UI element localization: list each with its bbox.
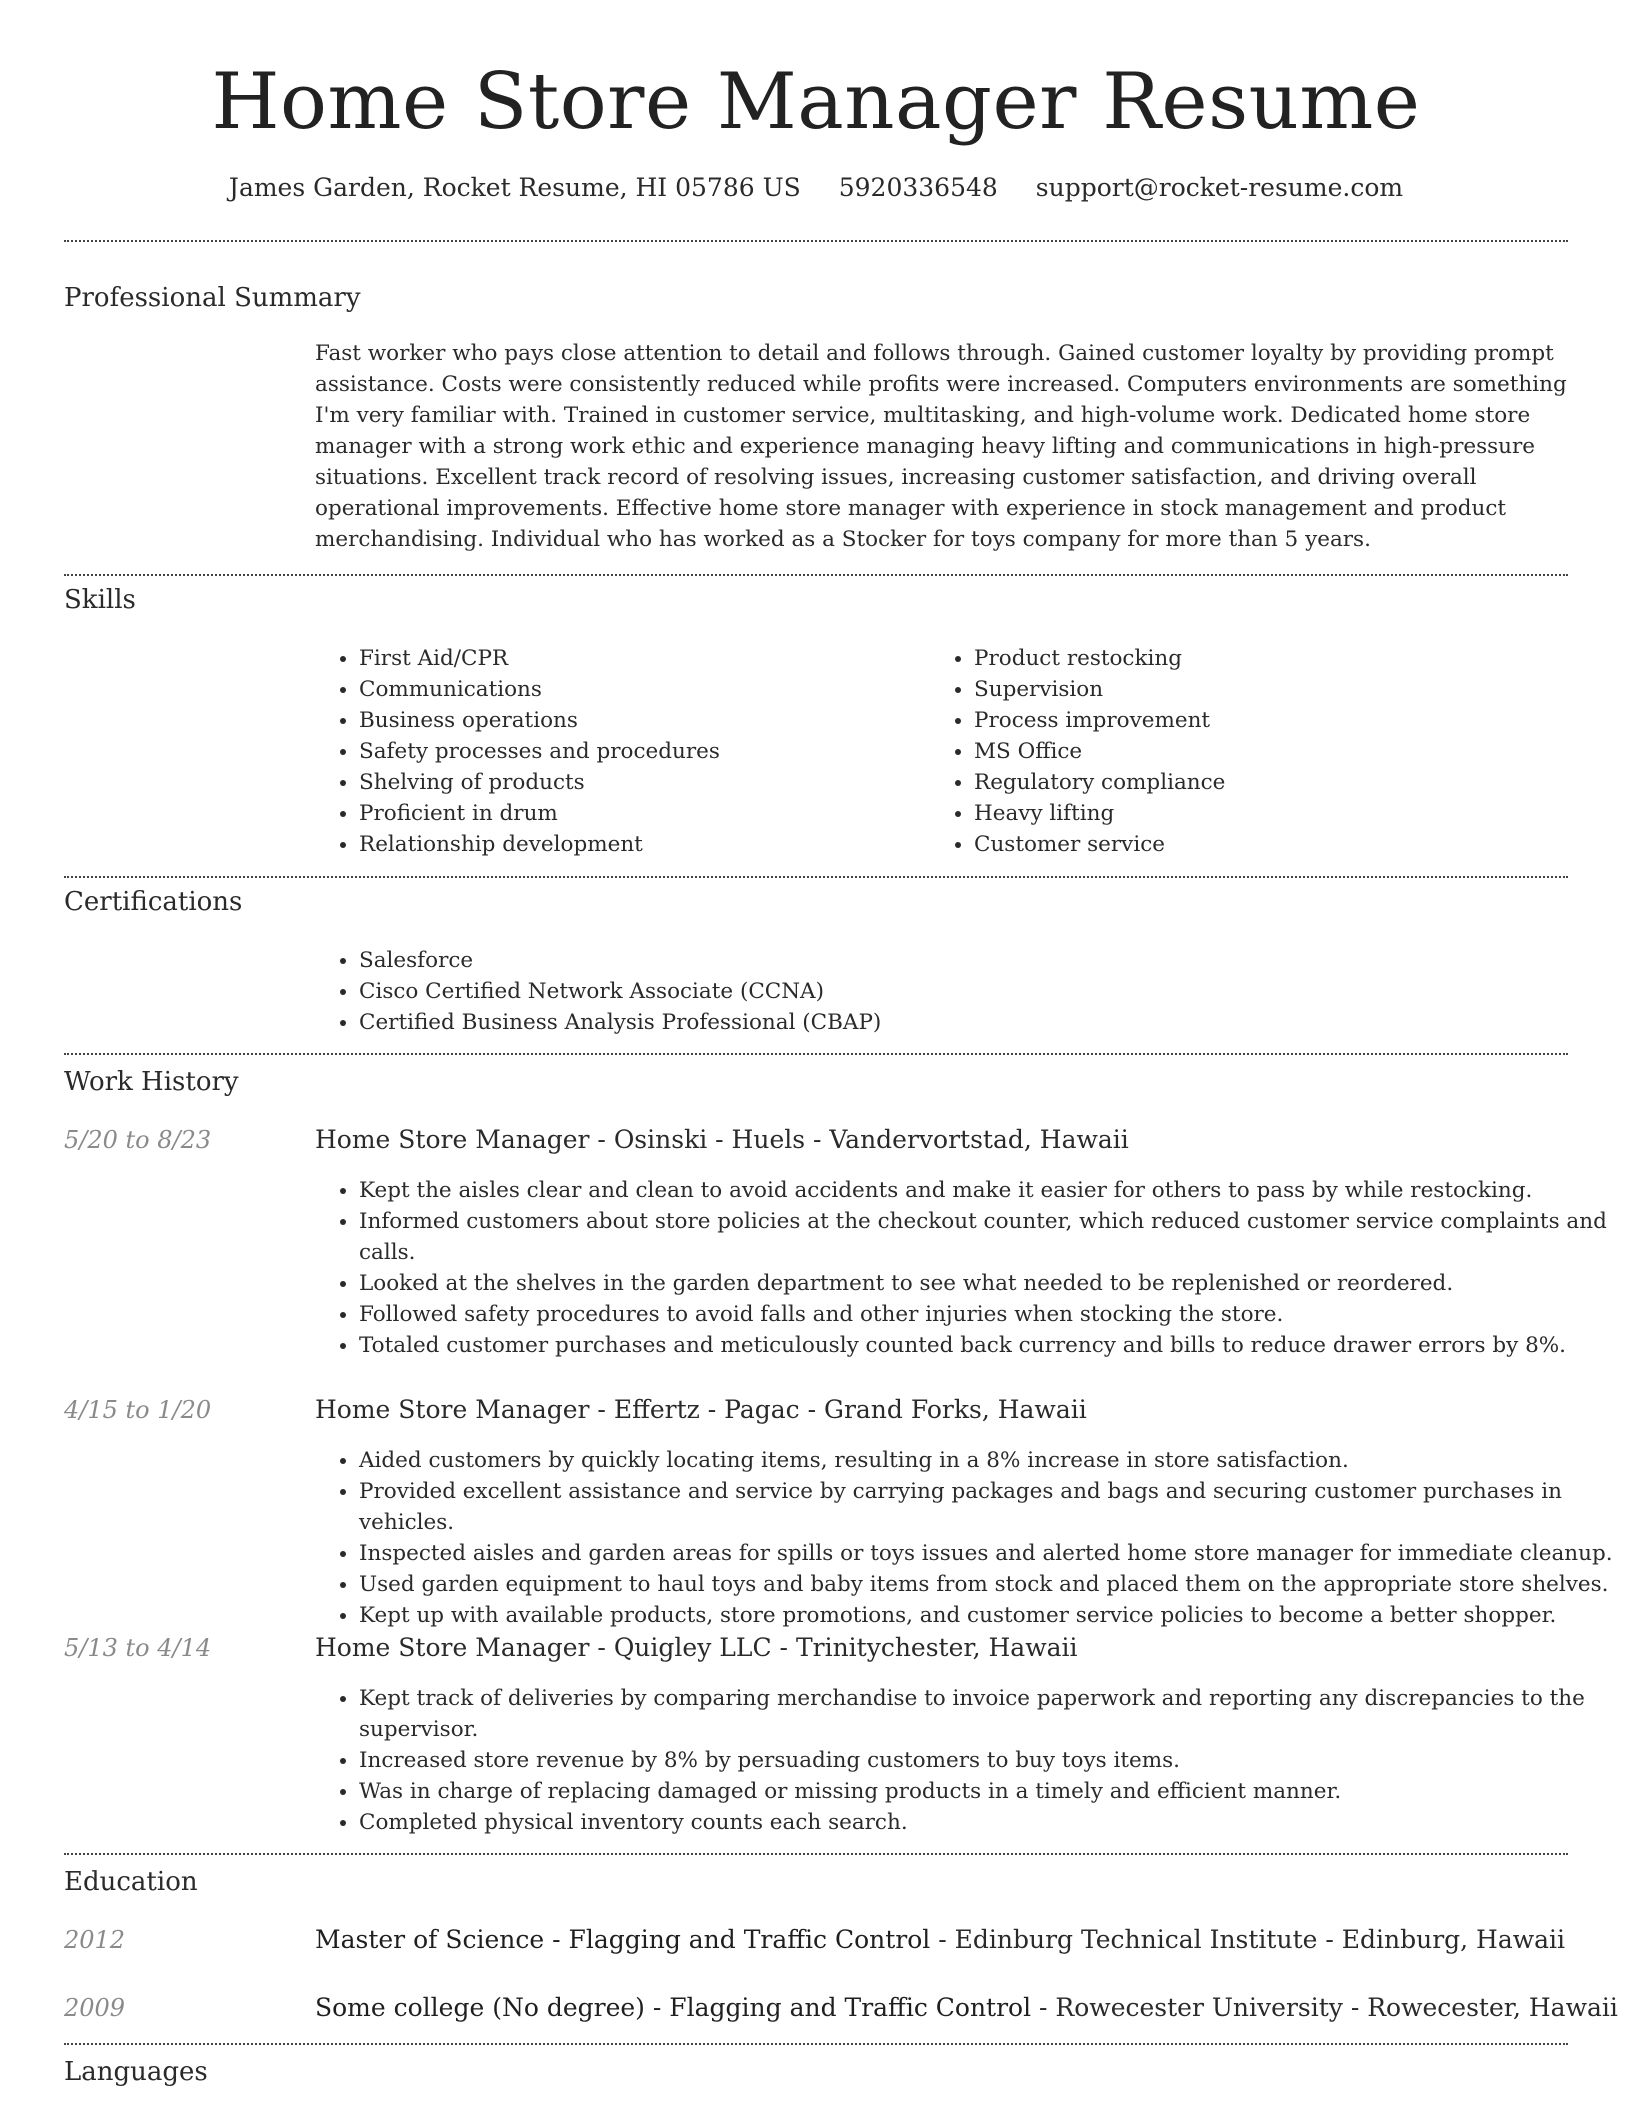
- section-title-summary: Professional Summary: [64, 283, 361, 313]
- skill-item: • Process improvement: [974, 705, 1574, 736]
- job-bullet: • Aided customers by quickly locating items, resulting in a 8% increase in store satisfaction.: [359, 1445, 1629, 1476]
- job-bullets: [315, 1445, 1629, 1631]
- job-bullet: • Inspected aisles and garden areas for spills or toys issues and alerted home store manager for immediate cleanup.: [359, 1538, 1629, 1569]
- contact-phone: 5920336548: [838, 173, 998, 202]
- job-bullet: • Followed safety procedures to avoid falls and other injuries when stocking the store.: [359, 1299, 1611, 1330]
- job-bullet: • Kept track of deliveries by comparing merchandise to invoice paperwork and reporting any discrepancies to the supervisor.: [359, 1683, 1611, 1745]
- skill-item: • MS Office: [974, 736, 1574, 767]
- education-degree: Master of Science - Flagging and Traffic Control: [315, 1925, 931, 1954]
- job-bullet: • Was in charge of replacing damaged or missing products in a timely and efficient manner.: [359, 1776, 1611, 1807]
- section-title-languages: Languages: [64, 2057, 208, 2087]
- skill-item: • Shelving of products: [359, 767, 919, 798]
- certifications-list: [315, 945, 1559, 1038]
- job-title: Home Store Manager - Osinski - Huels - Vandervortstad, Hawaii: [315, 1125, 1129, 1154]
- skill-item: • Customer service: [974, 829, 1574, 860]
- skill-item: • Communications: [359, 674, 919, 705]
- skills-list-left: [315, 643, 919, 860]
- job-dates: 5/20 to 8/23: [64, 1126, 212, 1154]
- education-degree: Some college (No degree) - Flagging and Traffic Control: [315, 1993, 1032, 2022]
- education-school: - Edinburg Technical Institute - Edinburg, Hawaii: [930, 1925, 1566, 1954]
- section-title-skills: Skills: [64, 585, 136, 615]
- job-bullet: • Kept the aisles clear and clean to avoid accidents and make it easier for others to pass by while restocking.: [359, 1175, 1611, 1206]
- certification-item: • Salesforce: [359, 945, 1559, 976]
- contact-email: support@rocket-resume.com: [1035, 173, 1404, 202]
- summary-text: Fast worker who pays close attention to detail and follows through. Gained customer loyalty by providing prompt assistance. Costs were consistently reduced while profits were increased. Computers environments are something I'm very familiar with. Trained in customer service, multitasking, and high-volume work. Dedicated home store manager with a strong work ethic and experience managing heavy lifting and communications in high-pressure situations. Excellent track record of resolving issues, increasing customer satisfaction, and driving overall operational improvements. Effective home store manager with experience in stock management and product merchandising. Individual who has worked as a Stocker for toys company for more than 5 years.: [315, 341, 1567, 552]
- divider: [64, 2043, 1568, 2045]
- job-bullet: • Used garden equipment to haul toys and baby items from stock and placed them on the appropriate store shelves.: [359, 1569, 1629, 1600]
- skill-item: • First Aid/CPR: [359, 643, 919, 674]
- education-entry: [315, 1922, 1565, 1958]
- skill-item: • Heavy lifting: [974, 798, 1574, 829]
- section-title-education: Education: [64, 1867, 198, 1897]
- job-bullet: • Informed customers about store policies at the checkout counter, which reduced customer service complaints and calls.: [359, 1206, 1611, 1268]
- divider: [64, 240, 1568, 242]
- education-entry: [315, 1990, 1618, 2026]
- education-year: 2012: [64, 1926, 126, 1954]
- resume-title: Home Store Manager Resume: [211, 57, 1421, 147]
- divider: [64, 574, 1568, 576]
- job-bullet: • Looked at the shelves in the garden department to see what needed to be replenished or reordered.: [359, 1268, 1611, 1299]
- skills-list-right: [930, 643, 1574, 860]
- contact-line: [0, 170, 1632, 206]
- skill-item: • Business operations: [359, 705, 919, 736]
- job-bullets: [315, 1683, 1611, 1838]
- job-bullet: • Completed physical inventory counts each search.: [359, 1807, 1611, 1838]
- skill-item: • Relationship development: [359, 829, 919, 860]
- job-dates: 4/15 to 1/20: [64, 1396, 212, 1424]
- job-bullets: [315, 1175, 1611, 1361]
- job-title: Home Store Manager - Effertz - Pagac - Grand Forks, Hawaii: [315, 1395, 1087, 1424]
- certification-item: • Certified Business Analysis Professional (CBAP): [359, 1007, 1559, 1038]
- section-title-certifications: Certifications: [64, 887, 243, 917]
- job-title: Home Store Manager - Quigley LLC - Trinitychester, Hawaii: [315, 1633, 1078, 1662]
- job-bullet: • Increased store revenue by 8% by persuading customers to buy toys items.: [359, 1745, 1611, 1776]
- divider: [64, 1853, 1568, 1855]
- job-bullet: • Totaled customer purchases and meticulously counted back currency and bills to reduce drawer errors by 8%.: [359, 1330, 1611, 1361]
- skill-item: • Supervision: [974, 674, 1574, 705]
- job-bullet: • Kept up with available products, store promotions, and customer service policies to become a better shopper.: [359, 1600, 1629, 1631]
- job-bullet: • Provided excellent assistance and service by carrying packages and bags and securing customer purchases in vehicles.: [359, 1476, 1629, 1538]
- contact-address: James Garden, Rocket Resume, HI 05786 US: [228, 173, 801, 202]
- divider: [64, 876, 1568, 878]
- certification-item: • Cisco Certified Network Associate (CCNA): [359, 976, 1559, 1007]
- education-year: 2009: [64, 1994, 126, 2022]
- section-title-work: Work History: [64, 1067, 239, 1097]
- skill-item: • Proficient in drum: [359, 798, 919, 829]
- education-school: - Rowecester University - Rowecester, Hawaii: [1031, 1993, 1618, 2022]
- skill-item: • Product restocking: [974, 643, 1574, 674]
- divider: [64, 1053, 1568, 1055]
- skill-item: • Regulatory compliance: [974, 767, 1574, 798]
- job-dates: 5/13 to 4/14: [64, 1634, 212, 1662]
- skill-item: • Safety processes and procedures: [359, 736, 919, 767]
